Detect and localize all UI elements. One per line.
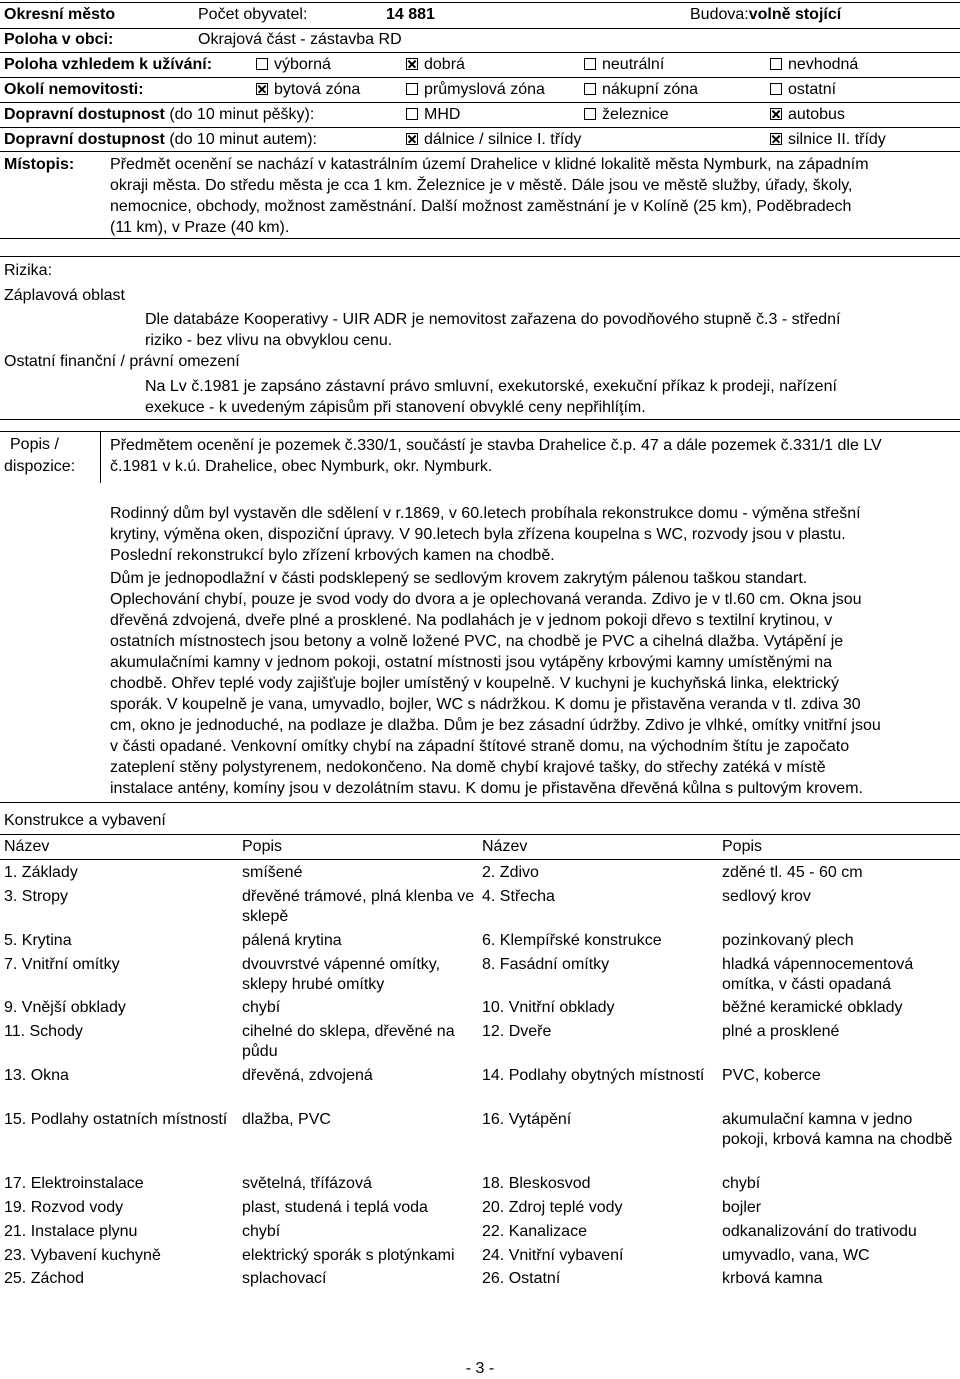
konstrukce-cell-popis: dlažba, PVC <box>242 1111 331 1128</box>
rule-7 <box>0 238 960 239</box>
checkbox-icon <box>256 58 268 70</box>
konstrukce-cell-popis: plast, studená i teplá voda <box>242 1199 428 1216</box>
konstrukce-cell-nazev: 7. Vnitřní omítky <box>4 956 120 973</box>
konstrukce-cell-nazev: 1. Základy <box>4 864 78 881</box>
popis-label-2: dispozice: <box>4 458 76 475</box>
uziti-option-0 <box>256 56 331 74</box>
uziti-option-label: dobrá <box>424 56 465 73</box>
rule-3 <box>0 77 960 78</box>
omezeni-label: Ostatní finanční / právní omezení <box>4 353 240 370</box>
dopr-auto-label-rest: (do 10 minut autem): <box>169 131 317 148</box>
dopr-pesky-option-0 <box>406 106 460 124</box>
konstrukce-header-nazev-1: Název <box>4 838 50 855</box>
okoli-option-1 <box>406 81 545 99</box>
konstrukce-cell-nazev: 4. Střecha <box>482 888 555 905</box>
rule-2 <box>0 52 960 53</box>
checkbox-icon <box>770 83 782 95</box>
konstrukce-cell-popis: akumulační kamna v jedno pokoji, krbová kamna na chodbě <box>722 1111 953 1148</box>
popis-body-line: Dům je jednopodlažní v části podsklepený se sedlovým krovem zakrytým pálenou taškou standart. <box>110 570 808 587</box>
konstrukce-cell-popis: chybí <box>242 1223 281 1240</box>
konstrukce-cell-nazev: 6. Klempířské konstrukce <box>482 932 662 949</box>
okoli-option-0 <box>256 81 360 99</box>
uziti-option-2 <box>584 56 664 74</box>
rule-1 <box>0 28 960 29</box>
popis-body-line: sporák. V koupelně je vana, umyvadlo, bojler, WC s nádržkou. K domu je přistavěna veranda v tl. zdiva 30 <box>110 696 861 713</box>
dopr-auto-label <box>4 131 317 149</box>
konstrukce-cell-nazev: 8. Fasádní omítky <box>482 956 610 973</box>
checkbox-icon <box>406 108 418 120</box>
konstrukce-rule <box>0 834 960 835</box>
konstrukce-cell-nazev: 23. Vybavení kuchyně <box>4 1247 161 1264</box>
checkbox-icon <box>770 58 782 70</box>
okoli-option-label: průmyslová zóna <box>424 81 545 98</box>
okoli-option-3 <box>770 81 836 99</box>
konstrukce-cell-nazev: 13. Okna <box>4 1067 69 1084</box>
okoli-option-2 <box>584 81 698 99</box>
konstrukce-header-popis-1: Popis <box>242 838 283 855</box>
konstrukce-cell-popis: dřevěná, zdvojená <box>242 1067 373 1084</box>
dopr-pesky-option-2 <box>770 106 845 124</box>
konstrukce-cell-popis: sedlový krov <box>722 888 811 905</box>
konstrukce-header-nazev-2: Název <box>482 838 528 855</box>
checkbox-icon <box>584 58 596 70</box>
rizika-rule-bottom <box>0 419 960 420</box>
konstrukce-cell-popis: chybí <box>242 999 281 1016</box>
popis-body-line: Poslední rekonstrukcí bylo zřízení krbových kamen na chodbě. <box>110 547 555 564</box>
konstrukce-cell-nazev: 2. Zdivo <box>482 864 539 881</box>
omezeni-line-1: exekuce - k uvedeným zápisům při stanovení obvyklé ceny nepřihlíţím. <box>145 399 646 416</box>
uziti-option-1 <box>406 56 465 74</box>
zaplavova-label: Záplavová oblast <box>4 287 125 304</box>
dopr-auto-option-label: dálnice / silnice I. třídy <box>424 131 582 148</box>
dopr-auto-option-label: silnice II. třídy <box>788 131 886 148</box>
popis-rule-bottom <box>0 802 960 803</box>
rule-4 <box>0 102 960 103</box>
pocet-obyvatel-label: Počet obyvatel: <box>198 6 308 23</box>
popis-intro-1: č.1981 v k.ú. Drahelice, obec Nymburk, okr. Nymburk. <box>110 458 493 475</box>
konstrukce-cell-nazev: 3. Stropy <box>4 888 69 905</box>
checked-checkbox-icon <box>406 133 418 145</box>
konstrukce-cell-popis: hladká vápennocementová omítka, v části opadaná <box>722 956 914 993</box>
checked-checkbox-icon <box>256 83 268 95</box>
konstrukce-cell-popis: světelná, třífázová <box>242 1175 372 1192</box>
popis-body-line: krytiny, výměna oken, dispoziční úpravy. V 90.letech byla zřízena koupelna s WC, rozvody jsou v plastu. <box>110 526 846 543</box>
konstrukce-cell-nazev: 12. Dveře <box>482 1023 552 1040</box>
okoli-option-label: nákupní zóna <box>602 81 699 98</box>
popis-body-line: ostatních místnostech jsou betony a volně ložené PVC, na chodbě je PVC a cihelná dlažba. Vytápění je <box>110 633 844 650</box>
budova <box>690 6 841 24</box>
uziti-option-3 <box>770 56 858 74</box>
okoli-option-label: ostatní <box>788 81 837 98</box>
konstrukce-cell-popis: elektrický sporák s plotýnkami <box>242 1247 455 1264</box>
konstrukce-cell-nazev: 10. Vnitřní obklady <box>482 999 615 1016</box>
konstrukce-cell-popis: umyvadlo, vana, WC <box>722 1247 870 1264</box>
konstrukce-cell-nazev: 11. Schody <box>4 1023 83 1040</box>
konstrukce-cell-popis: krbová kamna <box>722 1270 823 1287</box>
konstrukce-cell-popis: cihelné do sklepa, dřevěné na půdu <box>242 1023 455 1060</box>
dopr-pesky-label-bold: Dopravní dostupnost <box>4 106 165 123</box>
konstrukce-header-rule <box>0 859 960 860</box>
konstrukce-cell-nazev: 17. Elektroinstalace <box>4 1175 144 1192</box>
konstrukce-cell-popis: smíšené <box>242 864 303 881</box>
mistopis-line-3: (11 km), v Praze (40 km). <box>110 219 290 236</box>
popis-body-line: akumulačními kamny v jednom pokoji, ostatní místnosti jsou vytápěny krbovými kamny umístěnými na <box>110 654 833 671</box>
mistopis-line-2: nemocnice, obchody, možnost zaměstnání. Další možnost zaměstnání je v Kolíně (25 km), Poděbradech <box>110 198 852 215</box>
uziti-option-label: výborná <box>274 56 331 73</box>
popis-body-line: zateplení stěny polystyrenem, nedokončeno. Na domě chybí krajové tašky, do střechy zatéká v místě <box>110 759 826 776</box>
konstrukce-cell-nazev: 15. Podlahy ostatních místností <box>4 1111 228 1128</box>
rizika-label: Rizika: <box>4 262 53 279</box>
checkbox-icon <box>584 83 596 95</box>
konstrukce-cell-nazev: 21. Instalace plynu <box>4 1223 138 1240</box>
budova-label: Budova: <box>690 6 749 23</box>
konstrukce-cell-popis: pozinkovaný plech <box>722 932 854 949</box>
dopr-pesky-option-label: železnice <box>602 106 669 123</box>
konstrukce-cell-popis: běžné keramické obklady <box>722 999 903 1016</box>
dopr-pesky-option-1 <box>584 106 669 124</box>
konstrukce-cell-popis: dřevěné trámové, plná klenba ve sklepě <box>242 888 475 925</box>
konstrukce-cell-nazev: 24. Vnitřní vybavení <box>482 1247 624 1264</box>
zaplavova-line-0: Dle databáze Kooperativy - UIR ADR je nemovitost zařazena do povodňového stupně č.3 - střední <box>145 311 841 328</box>
omezeni-line-0: Na Lv č.1981 je zapsáno zástavní právo smluvní, exekutorské, exekuční příkaz k prodeji, nařízení <box>145 378 837 395</box>
popis-body-line: cm, okno je jednoduché, na podlaze je dlažba. Dům je bez zásadní údržby. Zdivo je vlhké, omítky vnitřní jsou <box>110 717 881 734</box>
okresni-mesto-label: Okresní město <box>4 6 116 23</box>
konstrukce-cell-nazev: 14. Podlahy obytných místností <box>482 1067 705 1084</box>
konstrukce-cell-popis: plné a prosklené <box>722 1023 840 1040</box>
rule-top <box>0 2 960 3</box>
checked-checkbox-icon <box>770 133 782 145</box>
poloha-value: Okrajová část - zástavba RD <box>198 31 402 48</box>
konstrukce-cell-nazev: 20. Zdroj teplé vody <box>482 1199 623 1216</box>
konstrukce-cell-popis: zděné tl. 45 - 60 cm <box>722 864 863 881</box>
konstrukce-cell-popis: pálená krytina <box>242 932 342 949</box>
checked-checkbox-icon <box>770 108 782 120</box>
popis-body-line: chodbě. Ohřev teplé vody zajišťuje bojler umístěný v koupelně. V kuchyni je kuchyňská linka, elektrický <box>110 675 840 692</box>
rizika-rule-top <box>0 256 960 257</box>
popis-label-1: Popis / <box>10 436 59 453</box>
dopr-pesky-label <box>4 106 314 124</box>
konstrukce-header-popis-2: Popis <box>722 838 763 855</box>
dopr-pesky-option-label: autobus <box>788 106 845 123</box>
okoli-label: Okolí nemovitosti: <box>4 81 144 98</box>
konstrukce-cell-popis: odkanalizování do trativodu <box>722 1223 917 1240</box>
uziti-option-label: nevhodná <box>788 56 859 73</box>
dopr-auto-label-bold: Dopravní dostupnost <box>4 131 165 148</box>
popis-intro-0: Předmětem ocenění je pozemek č.330/1, součástí je stavba Drahelice č.p. 47 a dále pozemek č.331/1 dle LV <box>110 437 882 454</box>
popis-body-line: Rodinný dům byl vystavěn dle sdělení v r.1869, v 60.letech probíhala rekonstrukce domu - výměna střešní <box>110 505 861 522</box>
konstrukce-cell-popis: splachovací <box>242 1270 327 1287</box>
dopr-pesky-label-rest: (do 10 minut pěšky): <box>169 106 315 123</box>
dopr-auto-option-0 <box>406 131 581 149</box>
popis-body-line: Oplechování chybí, pouze je svod vody do dvora a je oplechovaná veranda. Zdivo je v tl.60 cm. Okna jsou <box>110 591 862 608</box>
popis-body-line: instalace antény, komíny jsou v dezolátním stavu. K domu je přistavěna dřevěná kůlna s pultovým krovem. <box>110 780 863 797</box>
konstrukce-cell-popis: chybí <box>722 1175 761 1192</box>
popis-body-line: dřevěná zdvojená, dveře plné a prosklené. Na podlahách je v jednom pokoji dřevo s textilní krytinou, v <box>110 612 833 629</box>
dopr-auto-option-1 <box>770 131 886 149</box>
mistopis-label: Místopis: <box>4 156 75 173</box>
poloha-label: Poloha v obci: <box>4 31 114 48</box>
konstrukce-cell-popis: bojler <box>722 1199 762 1216</box>
konstrukce-cell-nazev: 26. Ostatní <box>482 1270 561 1287</box>
konstrukce-cell-popis: dvouvrstvé vápenné omítky, sklepy hrubé omítky <box>242 956 441 993</box>
konstrukce-cell-nazev: 16. Vytápění <box>482 1111 572 1128</box>
page-number: - 3 - <box>465 1360 495 1377</box>
popis-divider <box>100 431 101 483</box>
pocet-obyvatel-value: 14 881 <box>386 6 435 23</box>
konstrukce-cell-nazev: 25. Záchod <box>4 1270 85 1287</box>
rule-5 <box>0 127 960 128</box>
konstrukce-cell-nazev: 5. Krytina <box>4 932 72 949</box>
konstrukce-cell-nazev: 22. Kanalizace <box>482 1223 587 1240</box>
checkbox-icon <box>406 83 418 95</box>
checkbox-icon <box>584 108 596 120</box>
konstrukce-cell-nazev: 19. Rozvod vody <box>4 1199 124 1216</box>
konstrukce-cell-popis: PVC, koberce <box>722 1067 821 1084</box>
popis-rule-top <box>0 431 960 432</box>
uziti-option-label: neutrální <box>602 56 665 73</box>
mistopis-line-1: okraji města. Do středu města je cca 1 km. Železnice je v městě. Dále jsou ve městě služby, úřady, školy, <box>110 177 853 194</box>
uziti-label: Poloha vzhledem k užívání: <box>4 56 213 73</box>
checked-checkbox-icon <box>406 58 418 70</box>
konstrukce-cell-nazev: 9. Vnější obklady <box>4 999 126 1016</box>
konstrukce-cell-nazev: 18. Bleskosvod <box>482 1175 591 1192</box>
okoli-option-label: bytová zóna <box>274 81 361 98</box>
rule-6 <box>0 151 960 152</box>
zaplavova-line-1: riziko - bez vlivu na obvyklou cenu. <box>145 332 393 349</box>
mistopis-line-0: Předmět ocenění se nachází v katastrálním území Drahelice v klidné lokalitě města Nymburk, na západním <box>110 156 869 173</box>
budova-value: volně stojící <box>748 6 842 23</box>
popis-body-line: v části opadané. Venkovní omítky chybí na západní štítové straně domu, na východním štítu je započato <box>110 738 850 755</box>
dopr-pesky-option-label: MHD <box>424 106 461 123</box>
konstrukce-title: Konstrukce a vybavení <box>4 812 166 829</box>
